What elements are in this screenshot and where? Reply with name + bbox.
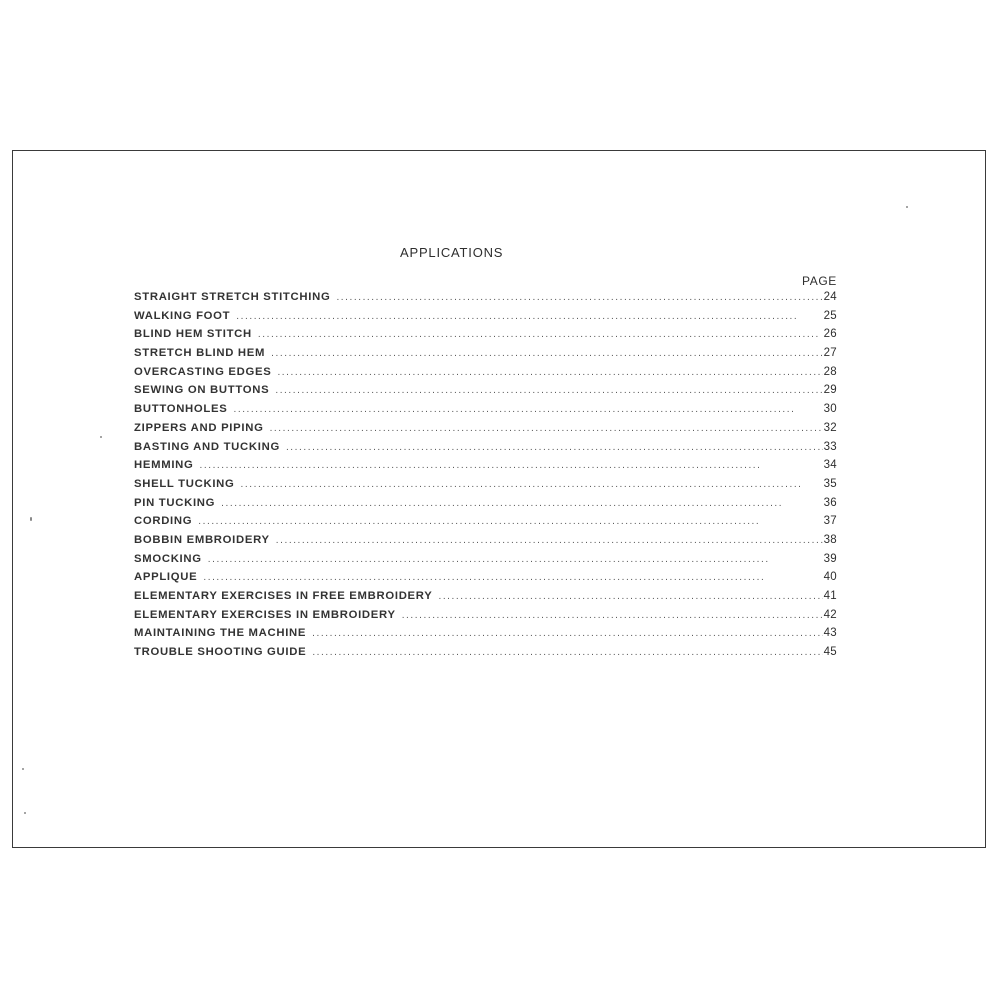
toc-entry-page-number: 35 — [823, 477, 837, 490]
toc-leader-dots — [276, 535, 823, 546]
toc-entry-title: STRAIGHT STRETCH STITCHING — [134, 291, 331, 303]
toc-entry-page-number: 45 — [823, 646, 837, 659]
toc-entry — [134, 534, 837, 553]
toc-leader-dots — [221, 498, 822, 509]
toc-entry-title: STRETCH BLIND HEM — [134, 347, 266, 360]
toc-entry-title: BUTTONHOLES — [134, 403, 228, 416]
toc-leader-dots — [258, 329, 823, 340]
scan-speck — [100, 436, 102, 438]
toc-entry — [134, 571, 837, 590]
scan-speck — [906, 206, 908, 208]
toc-leader-dots — [271, 348, 822, 359]
toc-entry-page-number: 25 — [823, 309, 837, 322]
toc-entry — [134, 459, 837, 478]
toc-leader-dots — [200, 460, 823, 471]
toc-entry — [134, 384, 837, 403]
toc-leader-dots — [312, 647, 822, 658]
toc-leader-dots — [438, 591, 822, 602]
toc-leader-dots — [270, 423, 823, 434]
toc-entry-page-number: 41 — [823, 590, 837, 602]
toc-entry — [134, 553, 837, 572]
toc-entry — [134, 627, 837, 646]
toc-entry — [134, 366, 837, 385]
toc-leader-dots — [277, 367, 822, 378]
toc-entry — [134, 590, 837, 609]
toc-entry-title: SMOCKING — [134, 552, 202, 565]
toc-leader-dots — [236, 311, 822, 322]
toc-leader-dots — [233, 404, 822, 415]
toc-entry-title: ELEMENTARY EXERCISES IN EMBROIDERY — [134, 608, 396, 621]
toc-entry — [134, 515, 837, 534]
toc-entry-title: APPLIQUE — [134, 571, 198, 584]
toc-entry-title: HEMMING — [134, 459, 194, 472]
toc-entry — [134, 646, 837, 665]
toc-entry-title: SEWING ON BUTTONS — [134, 384, 270, 397]
toc-entry — [134, 403, 837, 422]
toc-entry-title: ELEMENTARY EXERCISES IN FREE EMBROIDERY — [134, 590, 433, 602]
toc-entry-page-number: 34 — [823, 459, 837, 472]
toc-leader-dots — [198, 516, 822, 527]
toc-leader-dots — [336, 292, 822, 303]
toc-entry-page-number: 42 — [823, 608, 837, 621]
scan-speck — [22, 768, 24, 770]
toc-entry-title: SHELL TUCKING — [134, 477, 235, 490]
toc-entry — [134, 497, 837, 516]
toc-leader-dots — [241, 479, 823, 490]
toc-entry-title: PIN TUCKING — [134, 496, 216, 509]
toc-entry-page-number: 43 — [823, 627, 837, 640]
toc-entry — [134, 347, 837, 366]
toc-entry — [134, 478, 837, 497]
toc-leader-dots — [286, 442, 823, 453]
toc-entry — [134, 328, 837, 347]
toc-entry-page-number: 38 — [823, 533, 837, 546]
toc-entry-title: BASTING AND TUCKING — [134, 440, 280, 453]
toc-entry-title: TROUBLE SHOOTING GUIDE — [134, 646, 307, 659]
toc-entry-title: MAINTAINING THE MACHINE — [134, 627, 307, 640]
toc-entry-page-number: 37 — [823, 515, 837, 528]
scan-speck — [30, 517, 32, 521]
toc-entry-title: BLIND HEM STITCH — [134, 328, 252, 341]
toc-entry — [134, 441, 837, 460]
toc-entry — [134, 422, 837, 441]
toc-entry-page-number: 33 — [823, 440, 837, 453]
page-title: APPLICATIONS — [400, 245, 504, 260]
toc-entry-title: WALKING FOOT — [134, 309, 231, 322]
toc-entry-title: BOBBIN EMBROIDERY — [134, 533, 270, 546]
toc-entry-title: OVERCASTING EDGES — [134, 365, 272, 378]
toc-entry-page-number: 30 — [823, 403, 837, 416]
toc-entry-page-number: 26 — [823, 328, 837, 341]
scan-speck — [24, 812, 26, 814]
toc-entry-page-number: 24 — [823, 291, 837, 303]
page-column-label: PAGE — [802, 274, 837, 288]
toc-entry-title: CORDING — [134, 515, 193, 528]
toc-leader-dots — [275, 385, 822, 396]
toc-entry-page-number: 27 — [823, 347, 837, 360]
toc-entry-page-number: 39 — [823, 552, 837, 565]
toc-entry — [134, 291, 837, 310]
toc-entry-page-number: 40 — [823, 571, 837, 584]
toc-entry-page-number: 36 — [823, 496, 837, 509]
toc-entry — [134, 609, 837, 628]
table-of-contents — [134, 291, 837, 665]
toc-leader-dots — [402, 610, 823, 621]
toc-leader-dots — [208, 554, 823, 565]
toc-entry — [134, 310, 837, 329]
toc-entry-title: ZIPPERS AND PIPING — [134, 421, 264, 434]
toc-leader-dots — [203, 572, 822, 583]
toc-entry-page-number: 32 — [823, 421, 837, 434]
toc-entry-page-number: 29 — [823, 384, 837, 397]
toc-entry-page-number: 28 — [823, 365, 837, 378]
toc-leader-dots — [312, 628, 822, 639]
